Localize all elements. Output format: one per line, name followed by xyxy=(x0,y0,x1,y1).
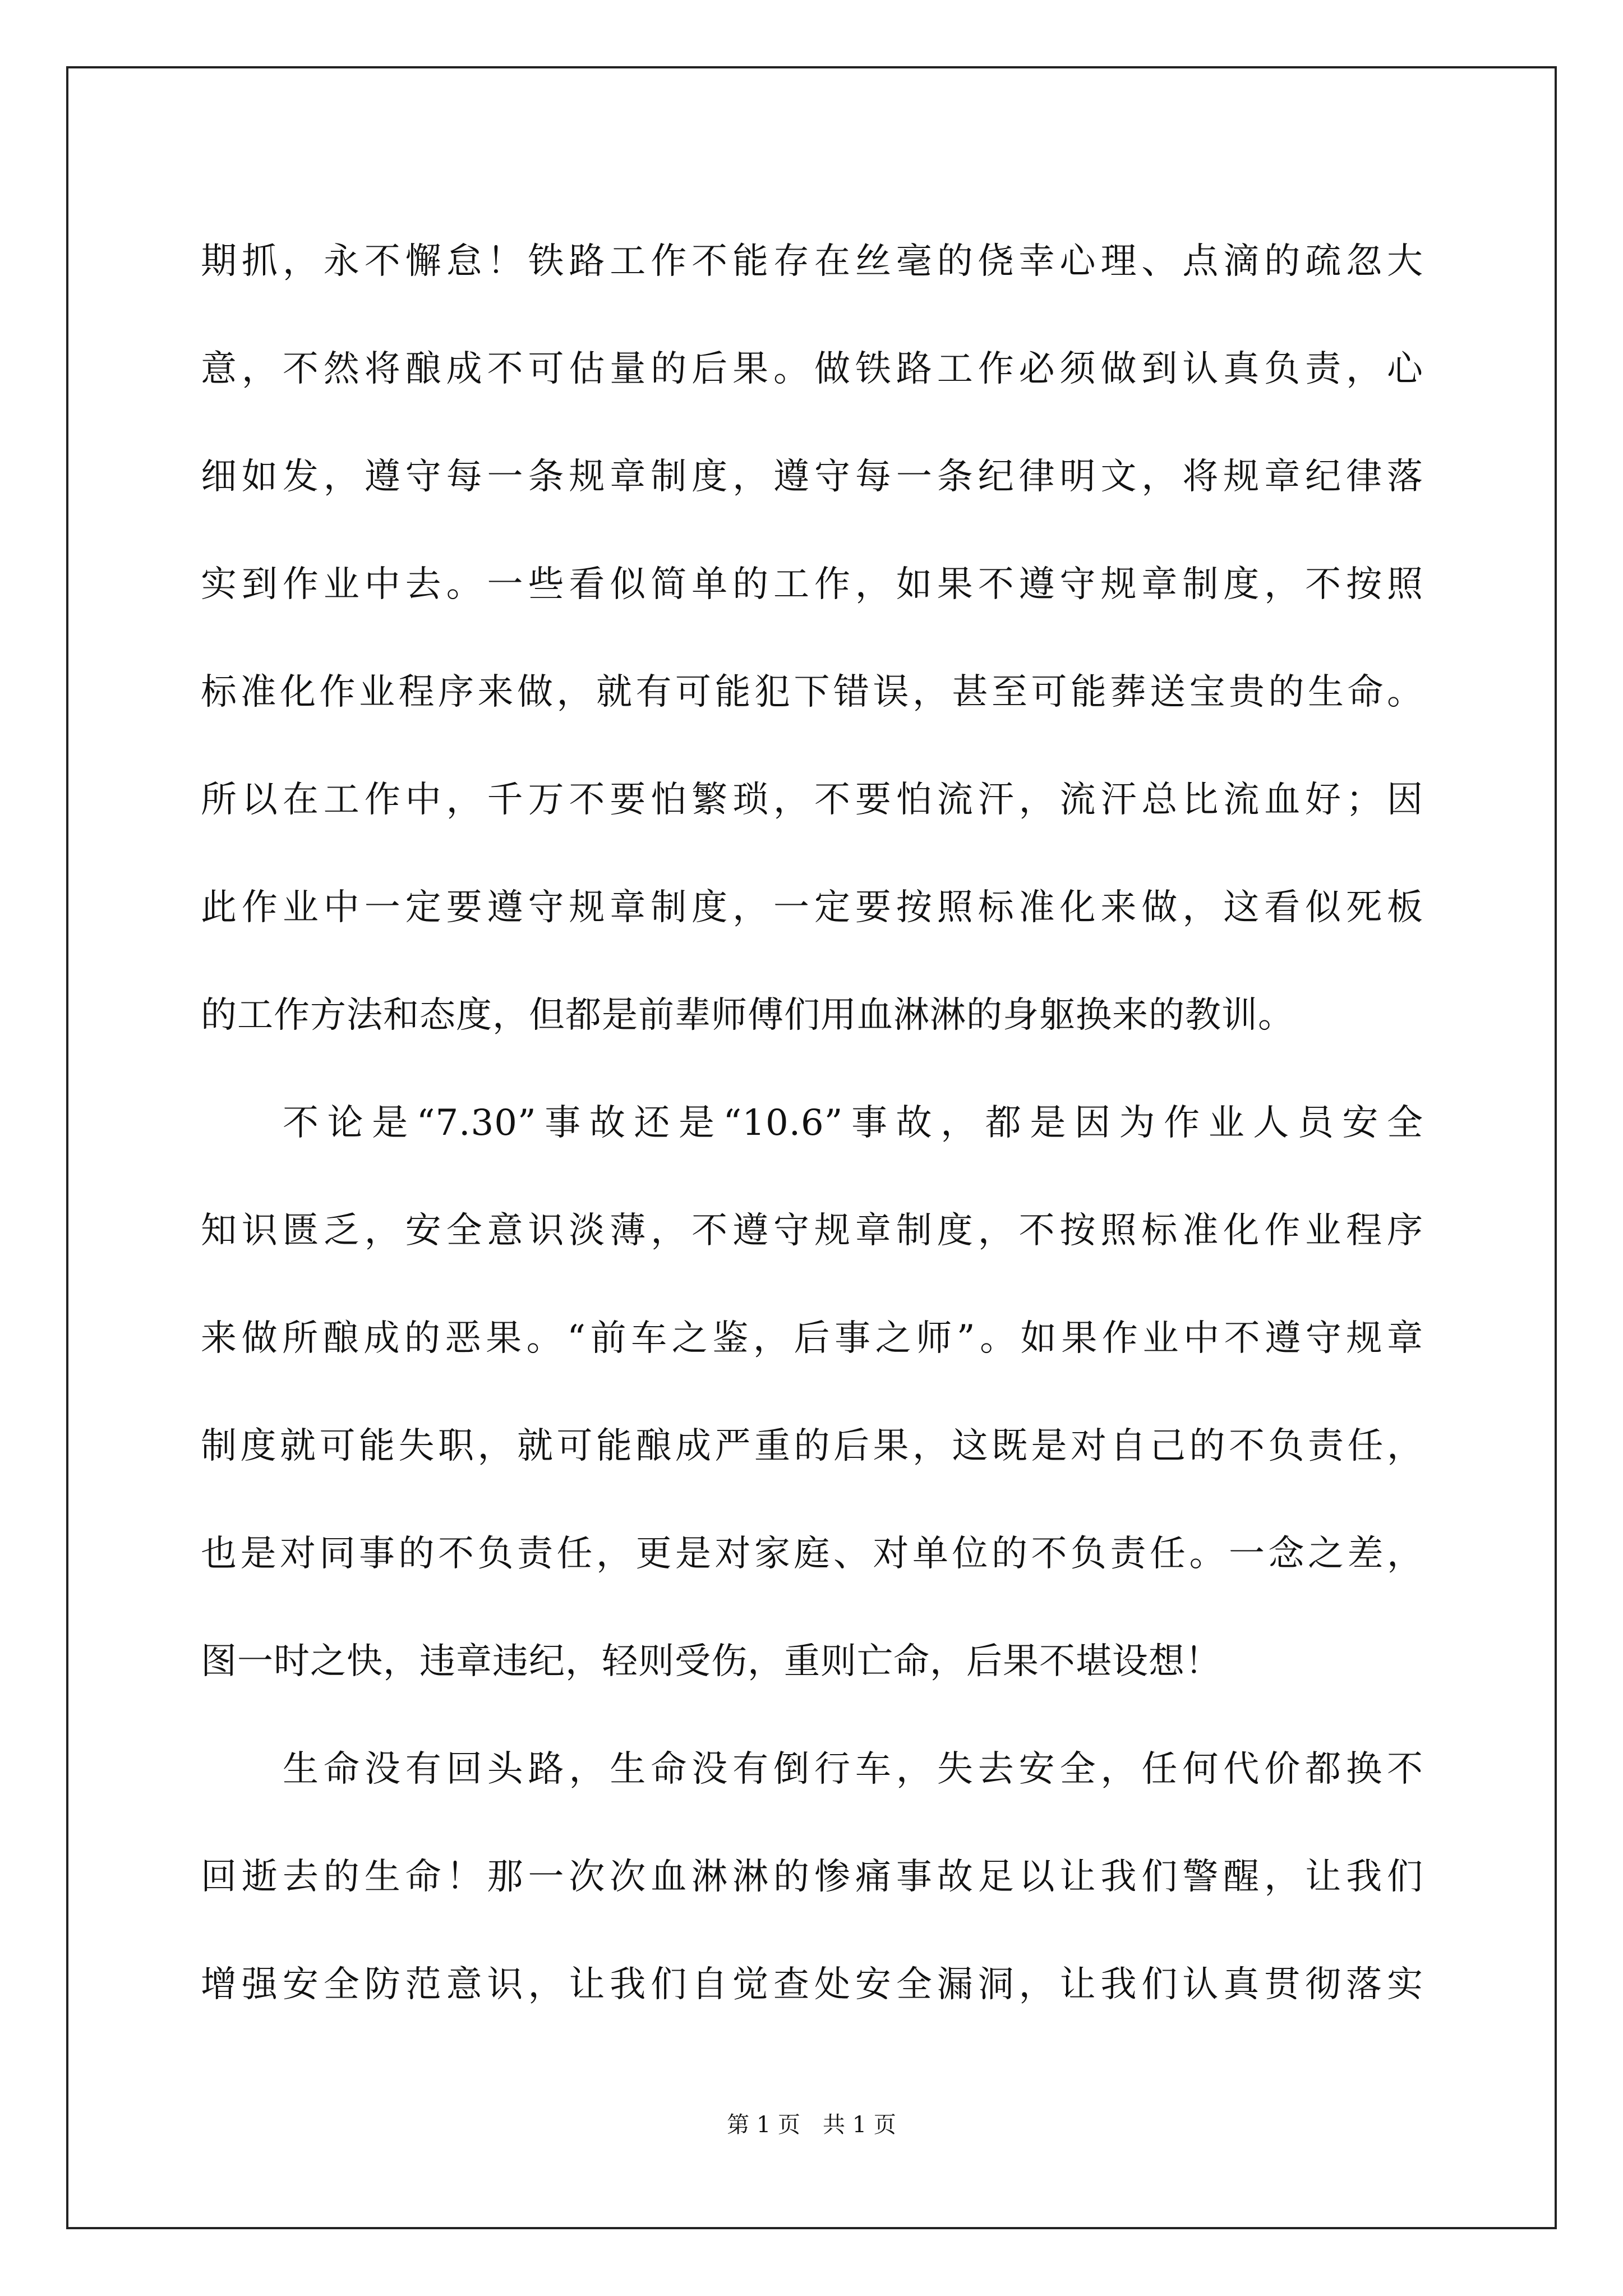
paragraph-start-line: 生命没有回头路，生命没有倒行车，失去安全，任何代价都换不 xyxy=(283,1749,1423,1790)
text-line: 来做所酿成的恶果。“前车之鉴，后事之师”。如果作业中不遵守规章 xyxy=(201,1318,1423,1359)
text-line: 增强安全防范意识，让我们自觉查处安全漏洞，让我们认真贯彻落实 xyxy=(201,1964,1423,2005)
text-line: 制度就可能失职，就可能酿成严重的后果，这既是对自己的不负责任， xyxy=(201,1425,1423,1467)
text-line: 意，不然将酿成不可估量的后果。做铁路工作必须做到认真负责，心 xyxy=(201,348,1423,390)
text-line: 实到作业中去。一些看似简单的工作，如果不遵守规章制度，不按照 xyxy=(201,564,1423,605)
text-line: 细如发，遵守每一条规章制度，遵守每一条纪律明文，将规章纪律落 xyxy=(201,456,1423,498)
text-line: 也是对同事的不负责任，更是对家庭、对单位的不负责任。一念之差， xyxy=(201,1533,1423,1575)
document-body xyxy=(201,208,1423,2039)
page-number-footer: 第 1 页 共 1 页 xyxy=(727,2112,896,2138)
text-line: 图一时之快，违章违纪，轻则受伤，重则亡命，后果不堪设想！ xyxy=(201,1641,1221,1682)
text-line: 知识匮乏，安全意识淡薄，不遵守规章制度，不按照标准化作业程序 xyxy=(201,1210,1423,1251)
text-line: 所以在工作中，千万不要怕繁琐，不要怕流汗，流汗总比流血好；因 xyxy=(201,779,1423,821)
text-line: 的工作方法和态度，但都是前辈师傅们用血淋淋的身躯换来的教训。 xyxy=(201,995,1294,1036)
paragraph-start-line: 不论是“7.30”事故还是“10.6”事故，都是因为作业人员安全 xyxy=(283,1102,1423,1144)
text-line: 标准化作业程序来做，就有可能犯下错误，甚至可能葬送宝贵的生命。 xyxy=(201,671,1423,713)
text-line: 回逝去的生命！那一次次血淋淋的惨痛事故足以让我们警醒，让我们 xyxy=(201,1856,1423,1898)
text-line: 期抓，永不懈怠！铁路工作不能存在丝毫的侥幸心理、点滴的疏忽大 xyxy=(201,241,1423,282)
text-line: 此作业中一定要遵守规章制度，一定要按照标准化来做，这看似死板 xyxy=(201,887,1423,928)
